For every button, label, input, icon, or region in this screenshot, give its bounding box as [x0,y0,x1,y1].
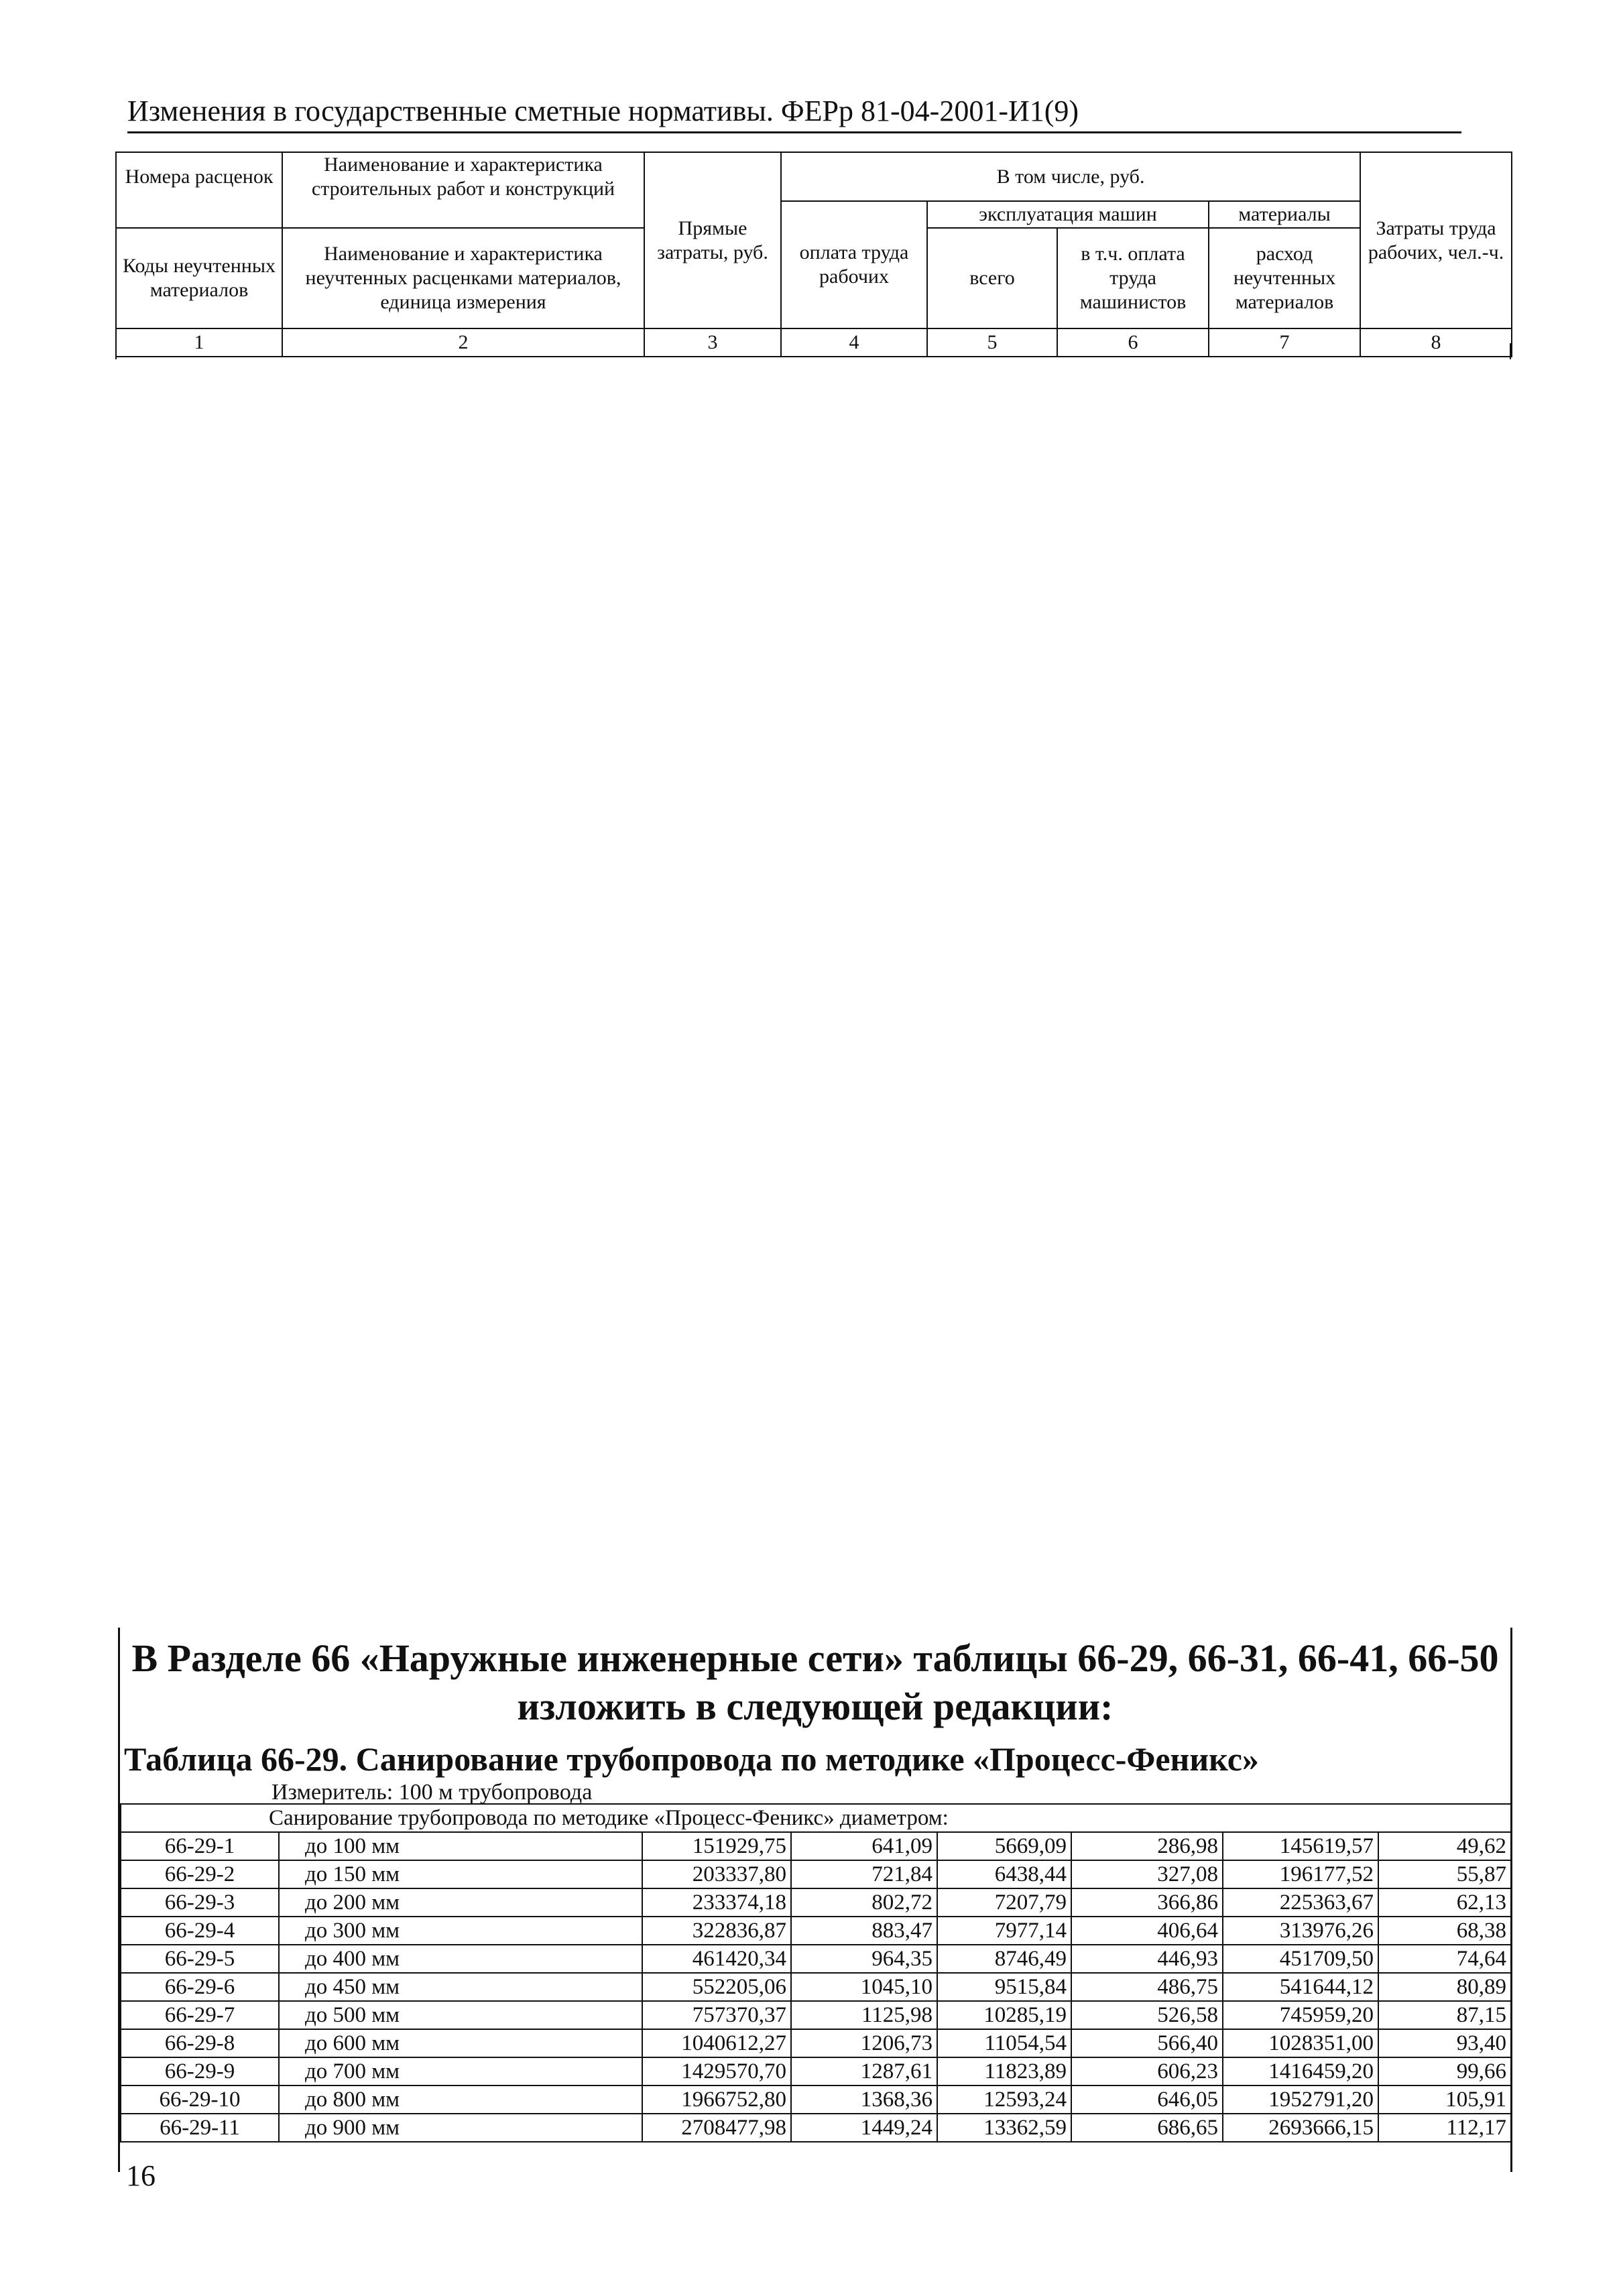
direct-costs-cell: 233374,18 [642,1888,791,1917]
labor-hours-cell: 99,66 [1378,2057,1511,2086]
header-material-name: Наименование и характеристика неучтенных расценками материалов, единица измерения [282,228,644,328]
header-including: В том числе, руб. [781,152,1360,201]
direct-costs-cell: 757370,37 [642,2001,791,2029]
table-row [121,1973,1511,2001]
group-label: Санирование трубопровода по методике «Процесс-Феникс» диаметром: [121,1804,1511,1832]
header-table [115,152,1511,357]
table-row [121,1945,1511,1973]
header-work-name: Наименование и характеристика строительных работ и конструкций [282,152,644,201]
materials-cell: 745959,20 [1223,2001,1378,2029]
rate-code: 66-29-8 [121,2029,279,2057]
labor-pay-cell: 883,47 [791,1917,937,1945]
labor-pay-cell: 1206,73 [791,2029,937,2057]
table-title: Таблица 66-29. Санирование трубопровода по методике «Процесс-Феникс» [124,1740,1259,1778]
direct-costs-cell: 1429570,70 [642,2057,791,2086]
rate-name: до 400 мм [279,1945,642,1973]
col-number: 4 [781,328,927,357]
rates-table [120,1803,1510,2142]
col-number: 8 [1360,328,1512,357]
rate-name: до 100 мм [279,1832,642,1860]
section-block [118,1628,1512,2172]
header-direct-costs: Прямые затраты, руб. [644,152,781,328]
operators-pay-cell: 526,58 [1071,2001,1223,2029]
rate-code: 66-29-11 [121,2114,279,2142]
col-number: 5 [927,328,1057,357]
direct-costs-cell: 2708477,98 [642,2114,791,2142]
rate-name: до 900 мм [279,2114,642,2142]
col-number: 2 [282,328,644,357]
rate-name: до 600 мм [279,2029,642,2057]
labor-hours-cell: 62,13 [1378,1888,1511,1917]
materials-cell: 1028351,00 [1223,2029,1378,2057]
col-number: 3 [644,328,781,357]
labor-hours-cell: 105,91 [1378,2086,1511,2114]
operators-pay-cell: 327,08 [1071,1860,1223,1888]
labor-hours-cell: 55,87 [1378,1860,1511,1888]
rate-code: 66-29-10 [121,2086,279,2114]
materials-cell: 451709,50 [1223,1945,1378,1973]
header-material-codes: Коды неучтенных материалов [116,228,282,328]
materials-cell: 2693666,15 [1223,2114,1378,2142]
rate-code: 66-29-7 [121,2001,279,2029]
labor-pay-cell: 721,84 [791,1860,937,1888]
labor-hours-cell: 49,62 [1378,1832,1511,1860]
rate-name: до 450 мм [279,1973,642,2001]
materials-cell: 541644,12 [1223,1973,1378,2001]
machines-total-cell: 5669,09 [937,1832,1071,1860]
labor-hours-cell: 93,40 [1378,2029,1511,2057]
header-machines: эксплуатация машин [927,201,1209,228]
machines-total-cell: 11054,54 [937,2029,1071,2057]
rate-code: 66-29-9 [121,2057,279,2086]
labor-pay-cell: 1045,10 [791,1973,937,2001]
rate-name: до 300 мм [279,1917,642,1945]
rate-name: до 200 мм [279,1888,642,1917]
machines-total-cell: 7977,14 [937,1917,1071,1945]
labor-hours-cell: 74,64 [1378,1945,1511,1973]
direct-costs-cell: 461420,34 [642,1945,791,1973]
table-row [121,1888,1511,1917]
labor-hours-cell: 68,38 [1378,1917,1511,1945]
col-number: 6 [1057,328,1209,357]
direct-costs-cell: 552205,06 [642,1973,791,2001]
labor-pay-cell: 802,72 [791,1888,937,1917]
header-rate-numbers: Номера расценок [116,152,282,201]
operators-pay-cell: 646,05 [1071,2086,1223,2114]
rate-name: до 150 мм [279,1860,642,1888]
labor-pay-cell: 964,35 [791,1945,937,1973]
header-machine-operators: в т.ч. оплата труда машинистов [1057,228,1209,328]
rate-code: 66-29-1 [121,1832,279,1860]
machines-total-cell: 12593,24 [937,2086,1071,2114]
direct-costs-cell: 1966752,80 [642,2086,791,2114]
labor-hours-cell: 112,17 [1378,2114,1511,2142]
labor-pay-cell: 1287,61 [791,2057,937,2086]
materials-cell: 313976,26 [1223,1917,1378,1945]
table-row [121,2057,1511,2086]
operators-pay-cell: 686,65 [1071,2114,1223,2142]
operators-pay-cell: 366,86 [1071,1888,1223,1917]
labor-pay-cell: 1449,24 [791,2114,937,2142]
machines-total-cell: 8746,49 [937,1945,1071,1973]
direct-costs-cell: 1040612,27 [642,2029,791,2057]
materials-cell: 225363,67 [1223,1888,1378,1917]
header-labor-pay: оплата труда рабочих [781,201,927,328]
rate-code: 66-29-5 [121,1945,279,1973]
operators-pay-cell: 486,75 [1071,1973,1223,2001]
direct-costs-cell: 151929,75 [642,1832,791,1860]
rate-name: до 800 мм [279,2086,642,2114]
page-number: 16 [126,2159,156,2192]
operators-pay-cell: 606,23 [1071,2057,1223,2086]
labor-pay-cell: 641,09 [791,1832,937,1860]
header-materials: материалы [1209,201,1360,228]
materials-cell: 196177,52 [1223,1860,1378,1888]
machines-total-cell: 7207,79 [937,1888,1071,1917]
measure-unit: Измеритель: 100 м трубопровода [272,1780,593,1805]
section-title: В Разделе 66 «Наружные инженерные сети» таблицы 66-29, 66-31, 66-41, 66-50 изложить в следующей редакции: [131,1636,1499,1728]
col-number: 1 [116,328,282,357]
labor-pay-cell: 1368,36 [791,2086,937,2114]
operators-pay-cell: 566,40 [1071,2029,1223,2057]
machines-total-cell: 13362,59 [937,2114,1071,2142]
rate-name: до 700 мм [279,2057,642,2086]
labor-pay-cell: 1125,98 [791,2001,937,2029]
table-row [121,1917,1511,1945]
labor-hours-cell: 80,89 [1378,1973,1511,2001]
labor-hours-cell: 87,15 [1378,2001,1511,2029]
header-labor-cost: Затраты труда рабочих, чел.-ч. [1360,152,1512,328]
table-row [121,2001,1511,2029]
operators-pay-cell: 286,98 [1071,1832,1223,1860]
materials-cell: 145619,57 [1223,1832,1378,1860]
machines-total-cell: 6438,44 [937,1860,1071,1888]
operators-pay-cell: 446,93 [1071,1945,1223,1973]
table-row [121,1832,1511,1860]
operators-pay-cell: 406,64 [1071,1917,1223,1945]
header-material-usage: расход неучтенных материалов [1209,228,1360,328]
rate-code: 66-29-3 [121,1888,279,1917]
rate-name: до 500 мм [279,2001,642,2029]
rate-code: 66-29-2 [121,1860,279,1888]
header-machines-total: всего [927,228,1057,328]
table-row [121,2029,1511,2057]
direct-costs-cell: 322836,87 [642,1917,791,1945]
table-row [121,2086,1511,2114]
col-number: 7 [1209,328,1360,357]
machines-total-cell: 11823,89 [937,2057,1071,2086]
table-row [121,1860,1511,1888]
machines-total-cell: 9515,84 [937,1973,1071,2001]
page-header: Изменения в государственные сметные нормативы. ФЕРр 81-04-2001-И1(9) [127,93,1461,133]
machines-total-cell: 10285,19 [937,2001,1071,2029]
rate-code: 66-29-6 [121,1973,279,2001]
materials-cell: 1952791,20 [1223,2086,1378,2114]
header-table-continuation [115,343,1511,359]
direct-costs-cell: 203337,80 [642,1860,791,1888]
materials-cell: 1416459,20 [1223,2057,1378,2086]
table-row [121,2114,1511,2142]
rate-code: 66-29-4 [121,1917,279,1945]
